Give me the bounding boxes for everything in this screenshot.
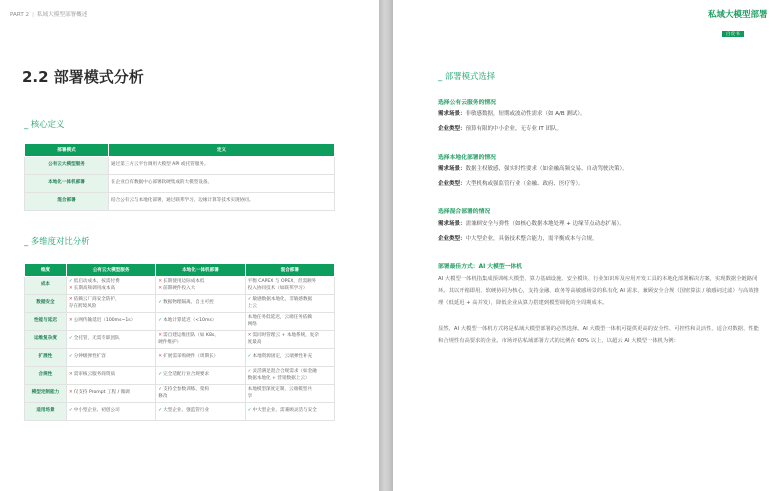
cell-text: 全托管，无需专职团队 xyxy=(73,336,120,342)
cell-text: 度最高 xyxy=(247,339,262,345)
dimension-cell: 成本 xyxy=(25,277,67,295)
definition-cell: 结合公有云与本地化部署，通过联邦学习、边缘计算等技术实现协同。 xyxy=(109,193,335,211)
comparison-table xyxy=(24,263,335,421)
cell-text: 长期使用边际成本低 xyxy=(163,279,205,284)
need-text: 非敏感数据，短期或波动性需求（如 A/B 测试）。 xyxy=(465,111,586,117)
table-row xyxy=(25,313,335,331)
cross-icon: ✕ xyxy=(158,279,163,284)
definition-cell: 在企业自有数据中心部署软硬集成的大模型设备。 xyxy=(109,175,335,193)
comparison-cell xyxy=(156,295,245,313)
table-header-row xyxy=(25,264,335,277)
cell-text: 本地计算延迟（<10ms） xyxy=(163,318,217,324)
type-text: 预算有限的中小企业，无专业 IT 团队。 xyxy=(465,126,562,132)
logo-title: 私域大模型部署 xyxy=(708,10,768,20)
cell-line xyxy=(69,408,153,415)
cell-text: 前期硬件投入大 xyxy=(163,285,196,291)
comparison-cell xyxy=(66,313,155,331)
column-header: 定义 xyxy=(109,144,335,157)
comparison-heading: _ 多维度对比分析 xyxy=(24,236,90,246)
running-header xyxy=(10,10,87,18)
definition-table xyxy=(24,143,335,211)
cell-text: 修改 xyxy=(158,393,168,399)
comparison-cell xyxy=(245,277,334,295)
column-header: 混合部署 xyxy=(245,264,334,277)
conclusion-paragraph: 显然，AI 大模型一体机方式将是私域大模型部署的必然选择。AI 大模型一体机可提供更高的安全性、可控性和灵活性，适合对数据、性能和合规性有高要求的企业。市场评估私域部署方式的比例在 60% 以上，以超云 AI 大模型一体机为例： xyxy=(438,326,759,344)
definition-cell: 通过第三方云平台调用大模型 API 或托管服务。 xyxy=(109,157,335,175)
comparison-cell xyxy=(245,313,334,331)
cross-icon: ✕ xyxy=(158,333,163,338)
cell-text: 本地资源固定，云端弹性补充 xyxy=(252,354,313,360)
cross-icon: ✕ xyxy=(68,372,73,378)
comparison-cell xyxy=(245,295,334,313)
comparison-cell xyxy=(156,403,245,421)
check-icon: ✓ xyxy=(158,300,163,306)
cell-text: 平衡 CAPEX 与 OPEX，但需额外 xyxy=(247,279,317,284)
cell-text: 仅支持 Prompt 工程 / 微调 xyxy=(73,390,130,396)
cell-line xyxy=(248,354,332,361)
cell-line xyxy=(158,286,242,293)
cross-icon: ✕ xyxy=(68,297,73,302)
check-icon: ✓ xyxy=(158,408,163,414)
cell-text: 分钟级弹性扩容 xyxy=(73,354,106,360)
cell-text: 中大型企业、需兼顾灵活与安全 xyxy=(252,408,317,414)
cross-icon: ✕ xyxy=(247,333,252,338)
type-text: 中大型企业，具备技术整合能力，需平衡成本与合规。 xyxy=(465,236,598,242)
cross-icon: ✕ xyxy=(158,285,163,291)
cell-line xyxy=(158,340,242,347)
cell-text: 享 xyxy=(247,393,253,399)
check-icon: ✓ xyxy=(68,336,73,342)
cell-line xyxy=(158,408,242,415)
comparison-cell xyxy=(156,277,245,295)
cell-line xyxy=(248,340,332,347)
cell-line xyxy=(158,318,242,325)
cell-text: 依赖云厂商安全防护， xyxy=(73,297,120,302)
check-icon: ✓ xyxy=(68,408,73,414)
comparison-cell xyxy=(156,313,245,331)
cell-line xyxy=(248,394,332,401)
table-row xyxy=(25,367,335,385)
header-divider: | xyxy=(32,12,34,18)
cell-line xyxy=(248,408,332,415)
column-header: 本地化一体机部署 xyxy=(156,264,245,277)
cell-text: 公网传输延迟（100ms~1s） xyxy=(73,318,136,324)
check-icon: ✓ xyxy=(247,408,252,414)
cell-line xyxy=(248,286,332,293)
dimension-cell: 数据安全 xyxy=(25,295,67,313)
logo-subtitle: 白皮书 xyxy=(722,31,744,37)
cell-line xyxy=(69,372,153,379)
check-icon: ✓ xyxy=(158,318,163,324)
dimension-cell: 扩展性 xyxy=(25,349,67,367)
cross-icon: ✕ xyxy=(68,285,73,291)
comparison-cell xyxy=(245,331,334,349)
comparison-cell xyxy=(245,403,334,421)
comparison-cell xyxy=(66,367,155,385)
cell-text: 需审核云服务商资质 xyxy=(73,372,116,378)
column-header: 公有云大模型服务 xyxy=(66,264,155,277)
cell-line xyxy=(69,390,153,397)
mode-cell: 混合部署 xyxy=(25,193,109,211)
table-header-row xyxy=(25,144,335,157)
block-title: 选择混合部署的情况 xyxy=(438,209,491,215)
mode-cell: 本地化一体机部署 xyxy=(25,175,109,193)
type-label: 企业类型： xyxy=(438,236,466,242)
dimension-cell: 运维复杂度 xyxy=(25,331,67,349)
cell-line xyxy=(248,322,332,329)
check-icon: ✓ xyxy=(68,279,73,284)
comparison-cell xyxy=(156,367,245,385)
book-gutter xyxy=(379,0,393,491)
block-title: 选择公有云服务的情况 xyxy=(438,100,496,106)
selection-heading: _ 部署模式选择 xyxy=(438,71,496,81)
type-label: 企业类型： xyxy=(438,181,466,187)
comparison-cell xyxy=(66,295,155,313)
block-need xyxy=(438,220,760,229)
best-mode-paragraph: AI 大模型一体机指集成预训练大模型、算力基础设施、安全模块、行业知识库及应用开发工具的本地化部署解决方案，实现数据全链路闭环。其以开箱即用、软硬协同为核心，支持金融、政务等高敏感场景的私有化 AI 需求，兼顾安全合规（国密算法 / 敏感词过滤）与高效推理（低延迟 + 高并发），降低企业从算力搭建到模型调优的全周期成本。 xyxy=(438,276,759,306)
type-text: 大型机构或强监管行业（金融、政府、医疗等）。 xyxy=(465,181,584,187)
comparison-cell xyxy=(66,331,155,349)
left-page xyxy=(0,0,379,491)
check-icon: ✓ xyxy=(247,369,252,374)
block-type xyxy=(438,235,760,244)
section-title: 2.2 部署模式分析 xyxy=(22,68,144,86)
check-icon: ✓ xyxy=(158,372,163,378)
cell-text: 扩展需采购硬件（周期长） xyxy=(163,354,219,360)
cell-text: 本地任务低延迟，云端任务依赖 xyxy=(247,315,312,320)
cell-text: 数据本地化 + 营销数据上云） xyxy=(247,375,310,381)
block-type xyxy=(438,180,760,189)
comparison-cell xyxy=(245,349,334,367)
need-label: 需求场景： xyxy=(438,221,466,227)
table-row xyxy=(25,277,335,295)
cell-text: 投入协同技术（如联邦学习） xyxy=(247,285,308,291)
cell-text: 灵活满足混合合规需求（如金融 xyxy=(252,369,317,374)
dimension-cell: 适用场景 xyxy=(25,403,67,421)
table-row xyxy=(25,157,335,175)
table-row xyxy=(25,193,335,211)
cell-text: 需同时管理云 + 本地系统，复杂 xyxy=(252,333,319,338)
table-row xyxy=(25,385,335,403)
table-row xyxy=(25,331,335,349)
dimension-cell: 合规性 xyxy=(25,367,67,385)
block-need xyxy=(438,165,760,174)
need-label: 需求场景： xyxy=(438,111,466,117)
block-title: 选择本地化部署的情况 xyxy=(438,155,496,161)
cell-text: 长期高频调用成本高 xyxy=(73,285,116,291)
cell-line xyxy=(158,372,242,379)
cell-text: 低启动成本，按需付费 xyxy=(73,279,120,284)
check-icon: ✓ xyxy=(68,354,73,360)
dimension-cell: 性能与延迟 xyxy=(25,313,67,331)
table-row xyxy=(25,175,335,193)
cell-text: 网络 xyxy=(247,321,257,327)
comparison-cell xyxy=(156,385,245,403)
column-header: 部署模式 xyxy=(25,144,109,157)
cell-line xyxy=(158,394,242,401)
cell-line xyxy=(248,376,332,383)
comparison-cell xyxy=(66,385,155,403)
comparison-cell xyxy=(66,403,155,421)
cell-text: 硬件维护） xyxy=(158,339,182,345)
comparison-cell xyxy=(156,331,245,349)
cell-text: 数据物理隔离，自主可控 xyxy=(163,300,214,306)
cell-line xyxy=(158,354,242,361)
block-need xyxy=(438,110,760,119)
header-title: 私域大模型部署概述 xyxy=(36,12,88,18)
best-mode-heading: 部署最佳方式：AI 大模型一体机 xyxy=(438,264,523,270)
need-label: 需求场景： xyxy=(438,166,466,172)
cell-line xyxy=(69,336,153,343)
cell-line xyxy=(69,318,153,325)
definition-heading: _ 核心定义 xyxy=(24,119,65,129)
type-label: 企业类型： xyxy=(438,126,466,132)
cell-line xyxy=(248,304,332,311)
header-part: PART 2 xyxy=(10,12,30,18)
cross-icon: ✕ xyxy=(68,390,73,396)
comparison-cell xyxy=(66,277,155,295)
comparison-cell xyxy=(245,385,334,403)
check-icon: ✓ xyxy=(247,354,252,360)
cell-text: 大型企业、强监管行业 xyxy=(163,408,210,414)
comparison-cell xyxy=(66,349,155,367)
cell-text: 敏感数据本地化，非敏感数据 xyxy=(252,297,313,302)
check-icon: ✓ xyxy=(158,387,163,392)
need-text: 数据主权敏感，强实时性要求（如金融高频交易、自动驾驶决策）。 xyxy=(465,166,628,172)
table-row xyxy=(25,349,335,367)
whitepaper-logo xyxy=(708,8,766,39)
mode-cell: 公有云大模型服务 xyxy=(25,157,109,175)
cell-text: 完全适配行业合规要求 xyxy=(163,372,210,378)
cell-line xyxy=(69,286,153,293)
cell-line xyxy=(158,300,242,307)
comparison-cell xyxy=(245,367,334,385)
cell-text: 中小型企业、初创公司 xyxy=(73,408,120,414)
cell-line xyxy=(69,354,153,361)
table-row xyxy=(25,403,335,421)
check-icon: ✓ xyxy=(247,297,252,302)
table-row xyxy=(25,295,335,313)
dimension-cell: 模型定制能力 xyxy=(25,385,67,403)
comparison-cell xyxy=(156,349,245,367)
column-header: 维度 xyxy=(25,264,67,277)
cell-text: 存在跨境风险 xyxy=(68,303,97,309)
cell-text: 支持全参数训练、架构 xyxy=(163,387,210,392)
cross-icon: ✕ xyxy=(158,354,163,360)
cell-text: 上云 xyxy=(247,303,257,309)
cell-text: 本地模型深度定制，云端模型共 xyxy=(247,387,312,392)
cell-line xyxy=(69,304,153,311)
cross-icon: ✕ xyxy=(68,318,73,324)
cell-text: 需自建运维团队（如 K8s、 xyxy=(163,333,219,338)
block-type xyxy=(438,125,760,134)
need-text: 需兼顾安全与弹性（如核心数据本地处理 + 边缘节点动态扩展）。 xyxy=(465,221,625,227)
